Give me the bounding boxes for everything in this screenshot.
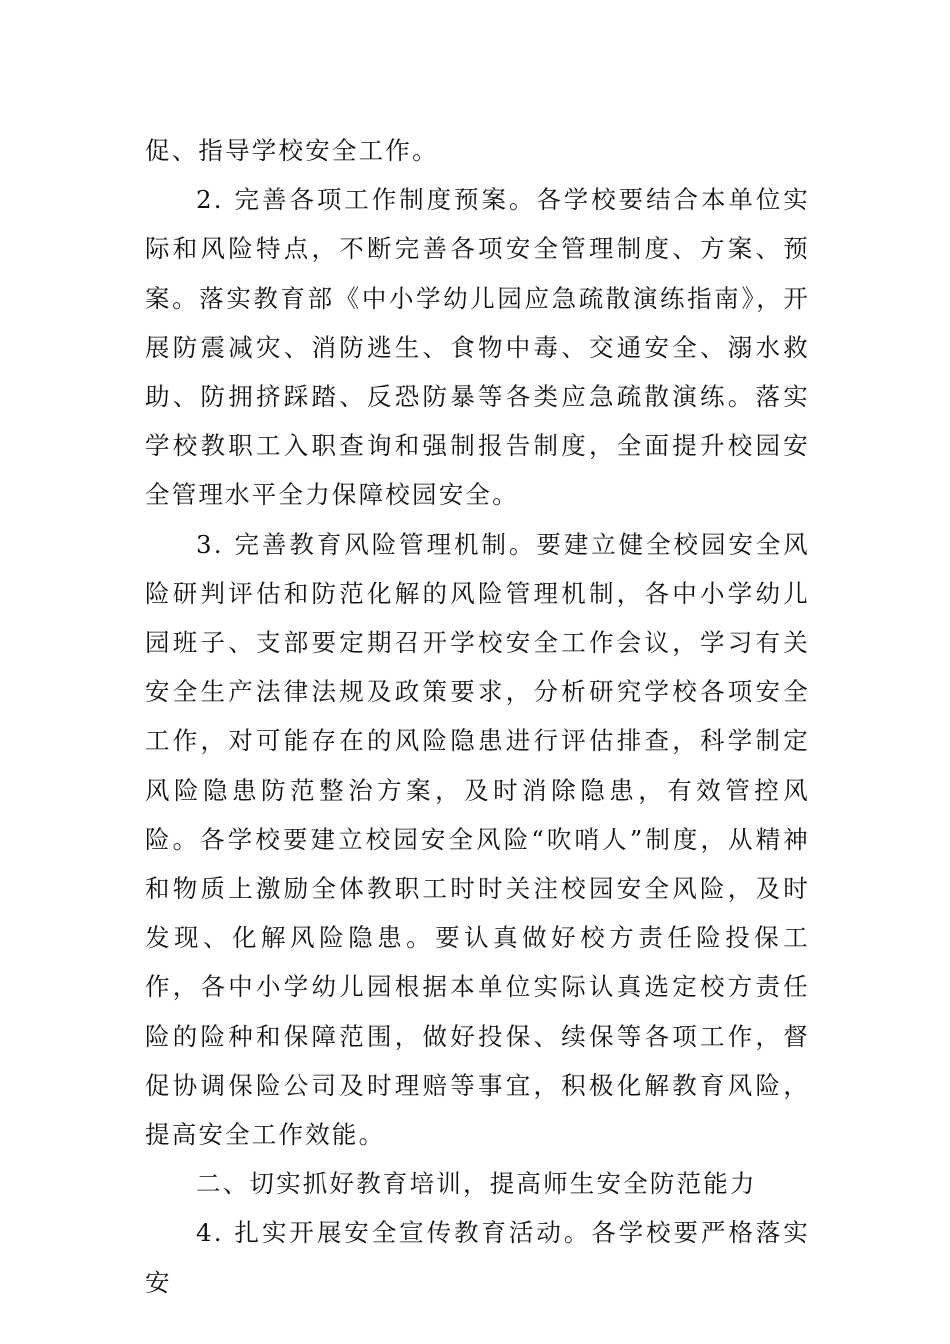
paragraph-continuation: 促、指导学校安全工作。: [145, 136, 439, 165]
paragraph-item-3: 3. 完善教育风险管理机制。要建立健全校园安全风险研判评估和防范化解的风险管理机制，各中小学幼儿园班子、支部要定期召开学校安全工作会议，学习有关安全生产法律法规及政策要求，分析研究学校各项安全工作，对可能存在的风险隐患进行评估排查，科学制定风险隐患防范整治方案，及时消除隐患，有效管控风险。各学校要建立校园安全风险“吹哨人”制度，从精神和物质上激励全体教职工时时关注校园安全风险，及时发现、化解风险隐患。要认真做好校方责任险投保工作，各中小学幼儿园根据本单位实际认真选定校方责任险的险种和保障范围，做好投保、续保等各项工作，督促协调保险公司及时理赔等事宜，积极化解教育风险，提高安全工作效能。: [145, 529, 810, 1150]
paragraph-item-4: 4. 扎实开展安全宣传教育活动。各学校要严格落实安: [145, 1218, 810, 1297]
document-body: [145, 126, 810, 1307]
paragraph-item-2: 2. 完善各项工作制度预案。各学校要结合本单位实际和风险特点，不断完善各项安全管理制度、方案、预案。落实教育部《中小学幼儿园应急疏散演练指南》，开展防震减灾、消防逃生、食物中毒、交通安全、溺水救助、防拥挤踩踏、反恐防暴等各类应急疏散演练。落实学校教职工入职查询和强制报告制度，全面提升校园安全管理水平全力保障校园安全。: [145, 185, 810, 510]
section-heading-2: 二、切实抓好教育培训，提高师生安全防范能力: [196, 1169, 757, 1199]
